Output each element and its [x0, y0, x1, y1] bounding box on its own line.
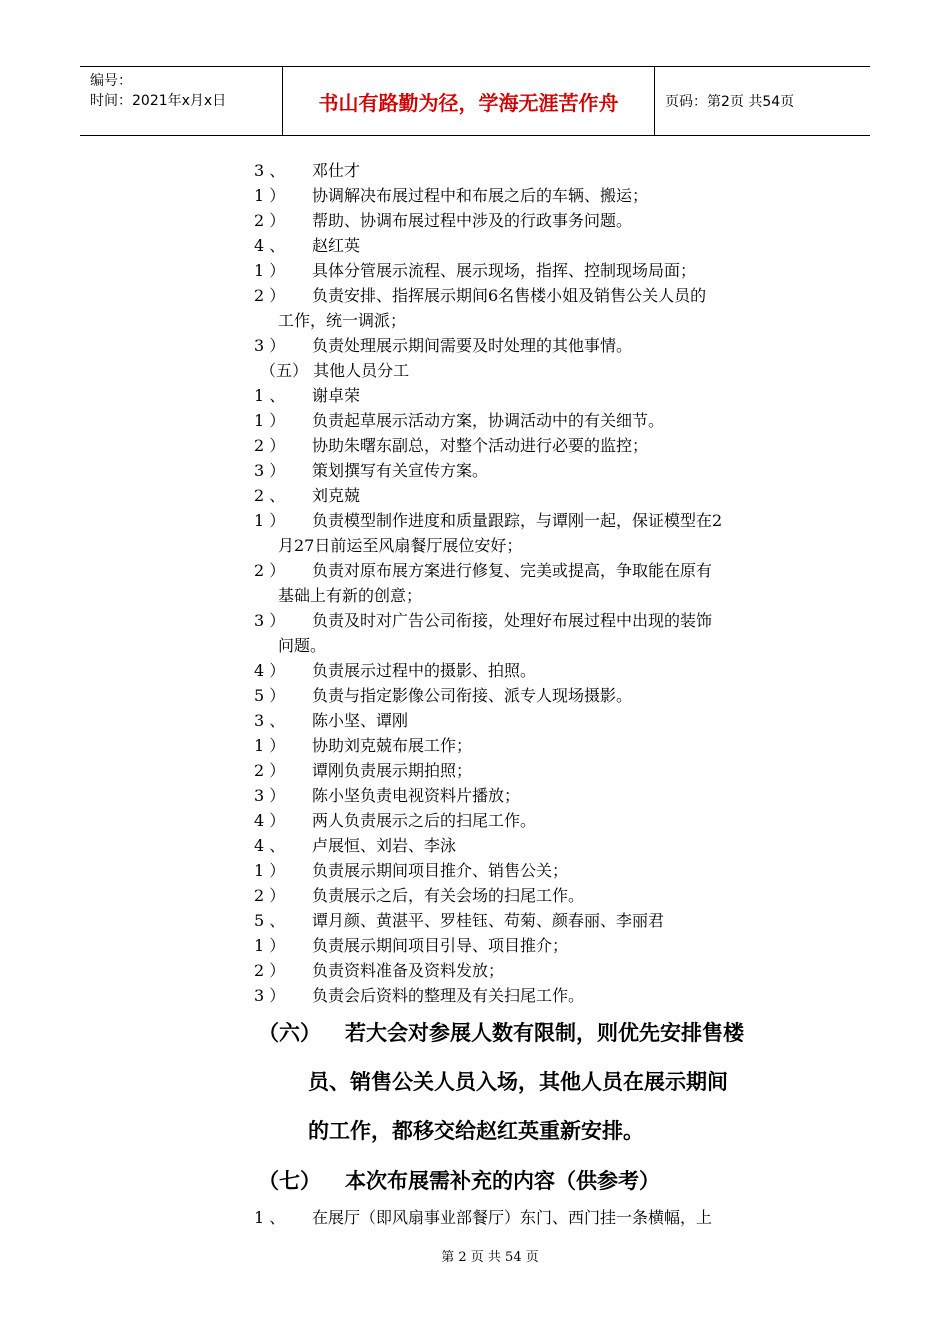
list-line	[0, 658, 950, 683]
line-text: 谭刚负责展示期拍照；	[312, 761, 473, 780]
line-text: 负责会后资料的整理及有关扫尾工作。	[312, 986, 585, 1005]
list-line	[0, 758, 950, 783]
line-text: 卢展恒、刘岩、李泳	[312, 836, 457, 855]
line-text: 负责及时对广告公司衔接，处理好布展过程中出现的装饰	[312, 611, 713, 630]
line-text: 负责安排、指挥展示期间6名售楼小姐及销售公关人员的	[312, 286, 707, 305]
list-line	[0, 833, 950, 858]
list-line	[0, 883, 950, 908]
line-text: 谢卓荣	[312, 386, 361, 405]
list-line	[0, 208, 950, 233]
line-text: 协调解决布展过程中和布展之后的车辆、搬运；	[312, 186, 649, 205]
list-line	[0, 333, 950, 358]
header-meta	[80, 67, 282, 135]
list-line	[0, 808, 950, 833]
section-6-number: （六）	[258, 1021, 321, 1045]
line-number: 1 ）	[254, 861, 286, 880]
line-number: 1 ）	[254, 511, 286, 530]
line-text: 刘克兢	[312, 486, 361, 505]
line-continuation: 月27日前运至风扇餐厅展位安好；	[278, 536, 523, 555]
line-number: 2 ）	[254, 761, 286, 780]
list-line	[0, 683, 950, 708]
line-number: 4 、	[254, 236, 286, 255]
list-line	[0, 358, 950, 383]
list-line	[0, 183, 950, 208]
list-line	[0, 158, 950, 183]
line-number: 5 、	[254, 911, 286, 930]
line-text: 负责展示期间项目推介、销售公关；	[312, 861, 569, 880]
list-line	[0, 783, 950, 808]
line-number: 3 ）	[254, 986, 286, 1005]
list-line	[0, 458, 950, 483]
line-number: 2 ）	[254, 886, 286, 905]
line-number: 1 、	[254, 386, 286, 405]
list-line	[0, 283, 950, 308]
line-text: 负责展示之后，有关会场的扫尾工作。	[312, 886, 585, 905]
line-text: 具体分管展示流程、展示现场，指挥、控制现场局面；	[312, 261, 697, 280]
line-number: 2 ）	[254, 211, 286, 230]
line-text: 负责处理展示期间需要及时处理的其他事情。	[312, 336, 633, 355]
list-line	[0, 258, 950, 283]
line-continuation: 工作，统一调派；	[278, 311, 407, 330]
line-number: 3 ）	[254, 611, 286, 630]
line-text: 策划撰写有关宣传方案。	[312, 461, 489, 480]
page-header	[80, 66, 870, 136]
line-number: 2 ）	[254, 561, 286, 580]
line-number: 2 、	[254, 486, 286, 505]
list-line	[0, 508, 950, 533]
line-text: 谭月颜、黄湛平、罗桂钰、苟菊、颜春丽、李丽君	[312, 911, 665, 930]
list-line	[0, 558, 950, 583]
list-line	[0, 233, 950, 258]
line-text: 帮助、协调布展过程中涉及的行政事务问题。	[312, 211, 633, 230]
list-line	[0, 433, 950, 458]
line-number: 3 ）	[254, 336, 286, 355]
list-line	[0, 908, 950, 933]
header-page-info: 页码：第2页 共54页	[665, 94, 795, 110]
last-list-item	[0, 1205, 950, 1230]
line-text: 陈小坚负责电视资料片播放；	[312, 786, 521, 805]
list-line	[0, 933, 950, 958]
section-6-line-2	[0, 1067, 950, 1097]
list-line	[0, 633, 950, 658]
line-text: 负责起草展示活动方案，协调活动中的有关细节。	[312, 411, 665, 430]
line-number: 1 ）	[254, 936, 286, 955]
line-number: 4 ）	[254, 811, 286, 830]
line-number: 3 ）	[254, 786, 286, 805]
line-text: 邓仕才	[312, 161, 361, 180]
header-motto: 书山有路勤为径，学海无涯苦作舟	[282, 67, 655, 135]
list-line	[0, 983, 950, 1008]
line-text: 负责对原布展方案进行修复、完美或提高，争取能在原有	[312, 561, 713, 580]
line-text: 两人负责展示之后的扫尾工作。	[312, 811, 537, 830]
line-text: 陈小坚、谭刚	[312, 711, 409, 730]
line-text: 负责资料准备及资料发放；	[312, 961, 505, 980]
list-line	[0, 383, 950, 408]
line-number: 2 ）	[254, 961, 286, 980]
section-7-number: （七）	[258, 1169, 321, 1193]
line-number: 3 ）	[254, 461, 286, 480]
line-number: 1 ）	[254, 736, 286, 755]
doc-time-label: 时间：2021年x月x日	[90, 93, 227, 109]
list-line	[0, 708, 950, 733]
line-text: 负责与指定影像公司衔接、派专人现场摄影。	[312, 686, 633, 705]
line-continuation: 问题。	[278, 636, 327, 655]
section-6-text-2: 员、销售公关人员入场，其他人员在展示期间	[308, 1070, 728, 1094]
line-number: 3 、	[254, 711, 286, 730]
list-line	[0, 533, 950, 558]
section-7-heading	[0, 1166, 950, 1196]
line-text: 协助朱曙东副总，对整个活动进行必要的监控；	[312, 436, 649, 455]
last-item-text: 在展厅（即风扇事业部餐厅）东门、西门挂一条横幅，上	[312, 1208, 713, 1227]
line-continuation: 基础上有新的创意；	[278, 586, 423, 605]
list-line	[0, 858, 950, 883]
line-number: 2 ）	[254, 436, 286, 455]
section-6-text-1: 若大会对参展人数有限制，则优先安排售楼	[345, 1021, 744, 1045]
line-number: 1 ）	[254, 411, 286, 430]
line-text: 负责展示期间项目引导、项目推介；	[312, 936, 569, 955]
line-text: 赵红英	[312, 236, 361, 255]
list-line	[0, 958, 950, 983]
line-text: 协助刘克兢布展工作；	[312, 736, 473, 755]
line-number: 5 ）	[254, 686, 286, 705]
line-text: 负责模型制作进度和质量跟踪，与谭刚一起，保证模型在2	[312, 511, 723, 530]
line-number: 2 ）	[254, 286, 286, 305]
line-number: 1 ）	[254, 261, 286, 280]
section-6-text-3: 的工作，都移交给赵红英重新安排。	[308, 1119, 644, 1143]
doc-number-label: 编号：	[90, 73, 132, 89]
line-number: 3 、	[254, 161, 286, 180]
line-number: 4 、	[254, 836, 286, 855]
list-line	[0, 308, 950, 333]
line-text: 负责展示过程中的摄影、拍照。	[312, 661, 537, 680]
section-6-line-1	[0, 1018, 950, 1048]
line-number: 4 ）	[254, 661, 286, 680]
list-line	[0, 408, 950, 433]
list-line	[0, 608, 950, 633]
list-line	[0, 733, 950, 758]
list-line	[0, 583, 950, 608]
section-6-line-3	[0, 1116, 950, 1146]
section-7-title: 本次布展需补充的内容（供参考）	[345, 1169, 660, 1193]
subsection-heading: （五） 其他人员分工	[260, 361, 410, 380]
list-line	[0, 483, 950, 508]
line-number: 1 ）	[254, 186, 286, 205]
page-footer: 第 2 页 共 54 页	[441, 1250, 539, 1265]
last-item-number: 1 、	[254, 1208, 286, 1227]
